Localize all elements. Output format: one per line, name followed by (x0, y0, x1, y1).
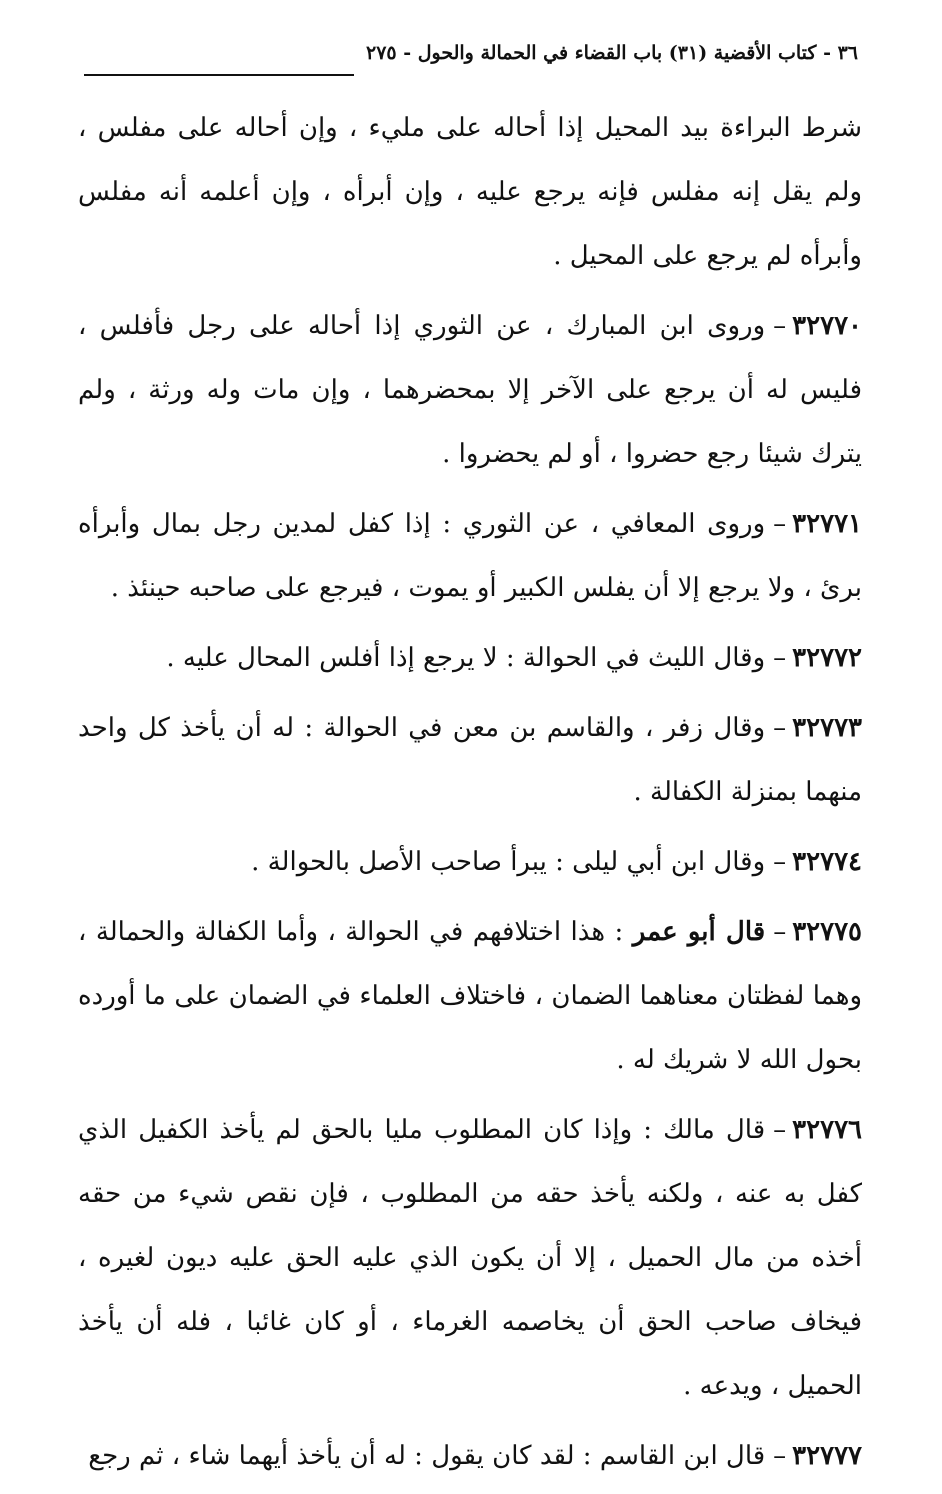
paragraph-32777 (78, 1424, 862, 1488)
paragraph-number: ٣٢٧٧٠ (792, 311, 862, 341)
dash: – (773, 713, 787, 743)
paragraph-32774 (78, 830, 862, 894)
paragraph-text: : هذا اختلافهم في الحوالة ، وأما الكفالة والحمالة ، وهما لفظتان معناهما الضمان ، فاختلاف العلماء في الضمان على ما أورده بحول الله لا شريك له . (78, 917, 862, 1075)
paragraph-32772 (78, 626, 862, 690)
dash: – (773, 1115, 787, 1145)
paragraph-text: وقال زفر ، والقاسم بن معن في الحوالة : له أن يأخذ كل واحد منهما بمنزلة الكفالة . (78, 713, 862, 807)
dash: – (773, 1441, 787, 1471)
paragraph-32771 (78, 492, 862, 620)
dash: – (773, 509, 787, 539)
paragraph-number: ٣٢٧٧١ (792, 509, 862, 539)
paragraph-text: قال ابن القاسم : لقد كان يقول : له أن يأخذ أيهما شاء ، ثم رجع (88, 1441, 766, 1471)
dash: – (773, 311, 787, 341)
paragraph-number: ٣٢٧٧٦ (792, 1115, 862, 1145)
header-rule (84, 74, 354, 76)
running-head: ٣٦ - كتاب الأقضية (٣١) باب القضاء في الحمالة والحول - ٢٧٥ (365, 42, 858, 64)
dash: – (773, 847, 787, 877)
paragraph-continuation (78, 96, 862, 288)
paragraph-32770 (78, 294, 862, 486)
paragraph-number: ٣٢٧٧٢ (792, 643, 862, 673)
paragraph-number: ٣٢٧٧٣ (792, 713, 862, 743)
paragraph-32776 (78, 1098, 862, 1418)
paragraph-number: ٣٢٧٧٤ (792, 847, 862, 877)
body-text (78, 96, 862, 1494)
page-header (84, 38, 858, 84)
paragraph-32773 (78, 696, 862, 824)
paragraph-number: ٣٢٧٧٧ (792, 1441, 862, 1471)
paragraph-text: وروى المعافي ، عن الثوري : إذا كفل لمدين رجل بمال وأبرأه برئ ، ولا يرجع إلا أن يفلس الكبير أو يموت ، فيرجع على صاحبه حينئذ . (78, 509, 862, 603)
paragraph-number: ٣٢٧٧٥ (792, 917, 863, 947)
dash: – (773, 643, 787, 673)
paragraph-text: وقال ابن أبي ليلى : يبرأ صاحب الأصل بالحوالة . (251, 847, 766, 877)
paragraph-lead: قال أبو عمر (632, 917, 766, 947)
dash: – (773, 917, 787, 947)
paragraph-text: وقال الليث في الحوالة : لا يرجع إذا أفلس المحال عليه . (166, 643, 766, 673)
paragraph-text: شرط البراءة بيد المحيل إذا أحاله على مليء ، وإن أحاله على مفلس ، ولم يقل إنه مفلس فإنه يرجع عليه ، وإن أبرأه ، وإن أعلمه أنه مفلس وأبرأه لم يرجع على المحيل . (78, 113, 863, 271)
paragraph-32775 (78, 900, 862, 1092)
paragraph-text: وروى ابن المبارك ، عن الثوري إذا أحاله على رجل فأفلس ، فليس له أن يرجع على الآخر إلا بمحضرهما ، وإن مات وله ورثة ، ولم يترك شيئا رجع حضروا ، أو لم يحضروا . (78, 311, 862, 469)
paragraph-text: قال مالك : وإذا كان المطلوب مليا بالحق لم يأخذ الكفيل الذي كفل به عنه ، ولكنه يأخذ حقه من المطلوب ، فإن نقص شيء من حقه أخذه من مال الحميل ، إلا أن يكون الذي عليه الحق عليه ديون لغيره ، فيخاف صاحب الحق أن يخاصمه الغرماء ، أو كان غائبا ، فله أن يأخذ الحميل ، ويدعه . (78, 1115, 862, 1401)
